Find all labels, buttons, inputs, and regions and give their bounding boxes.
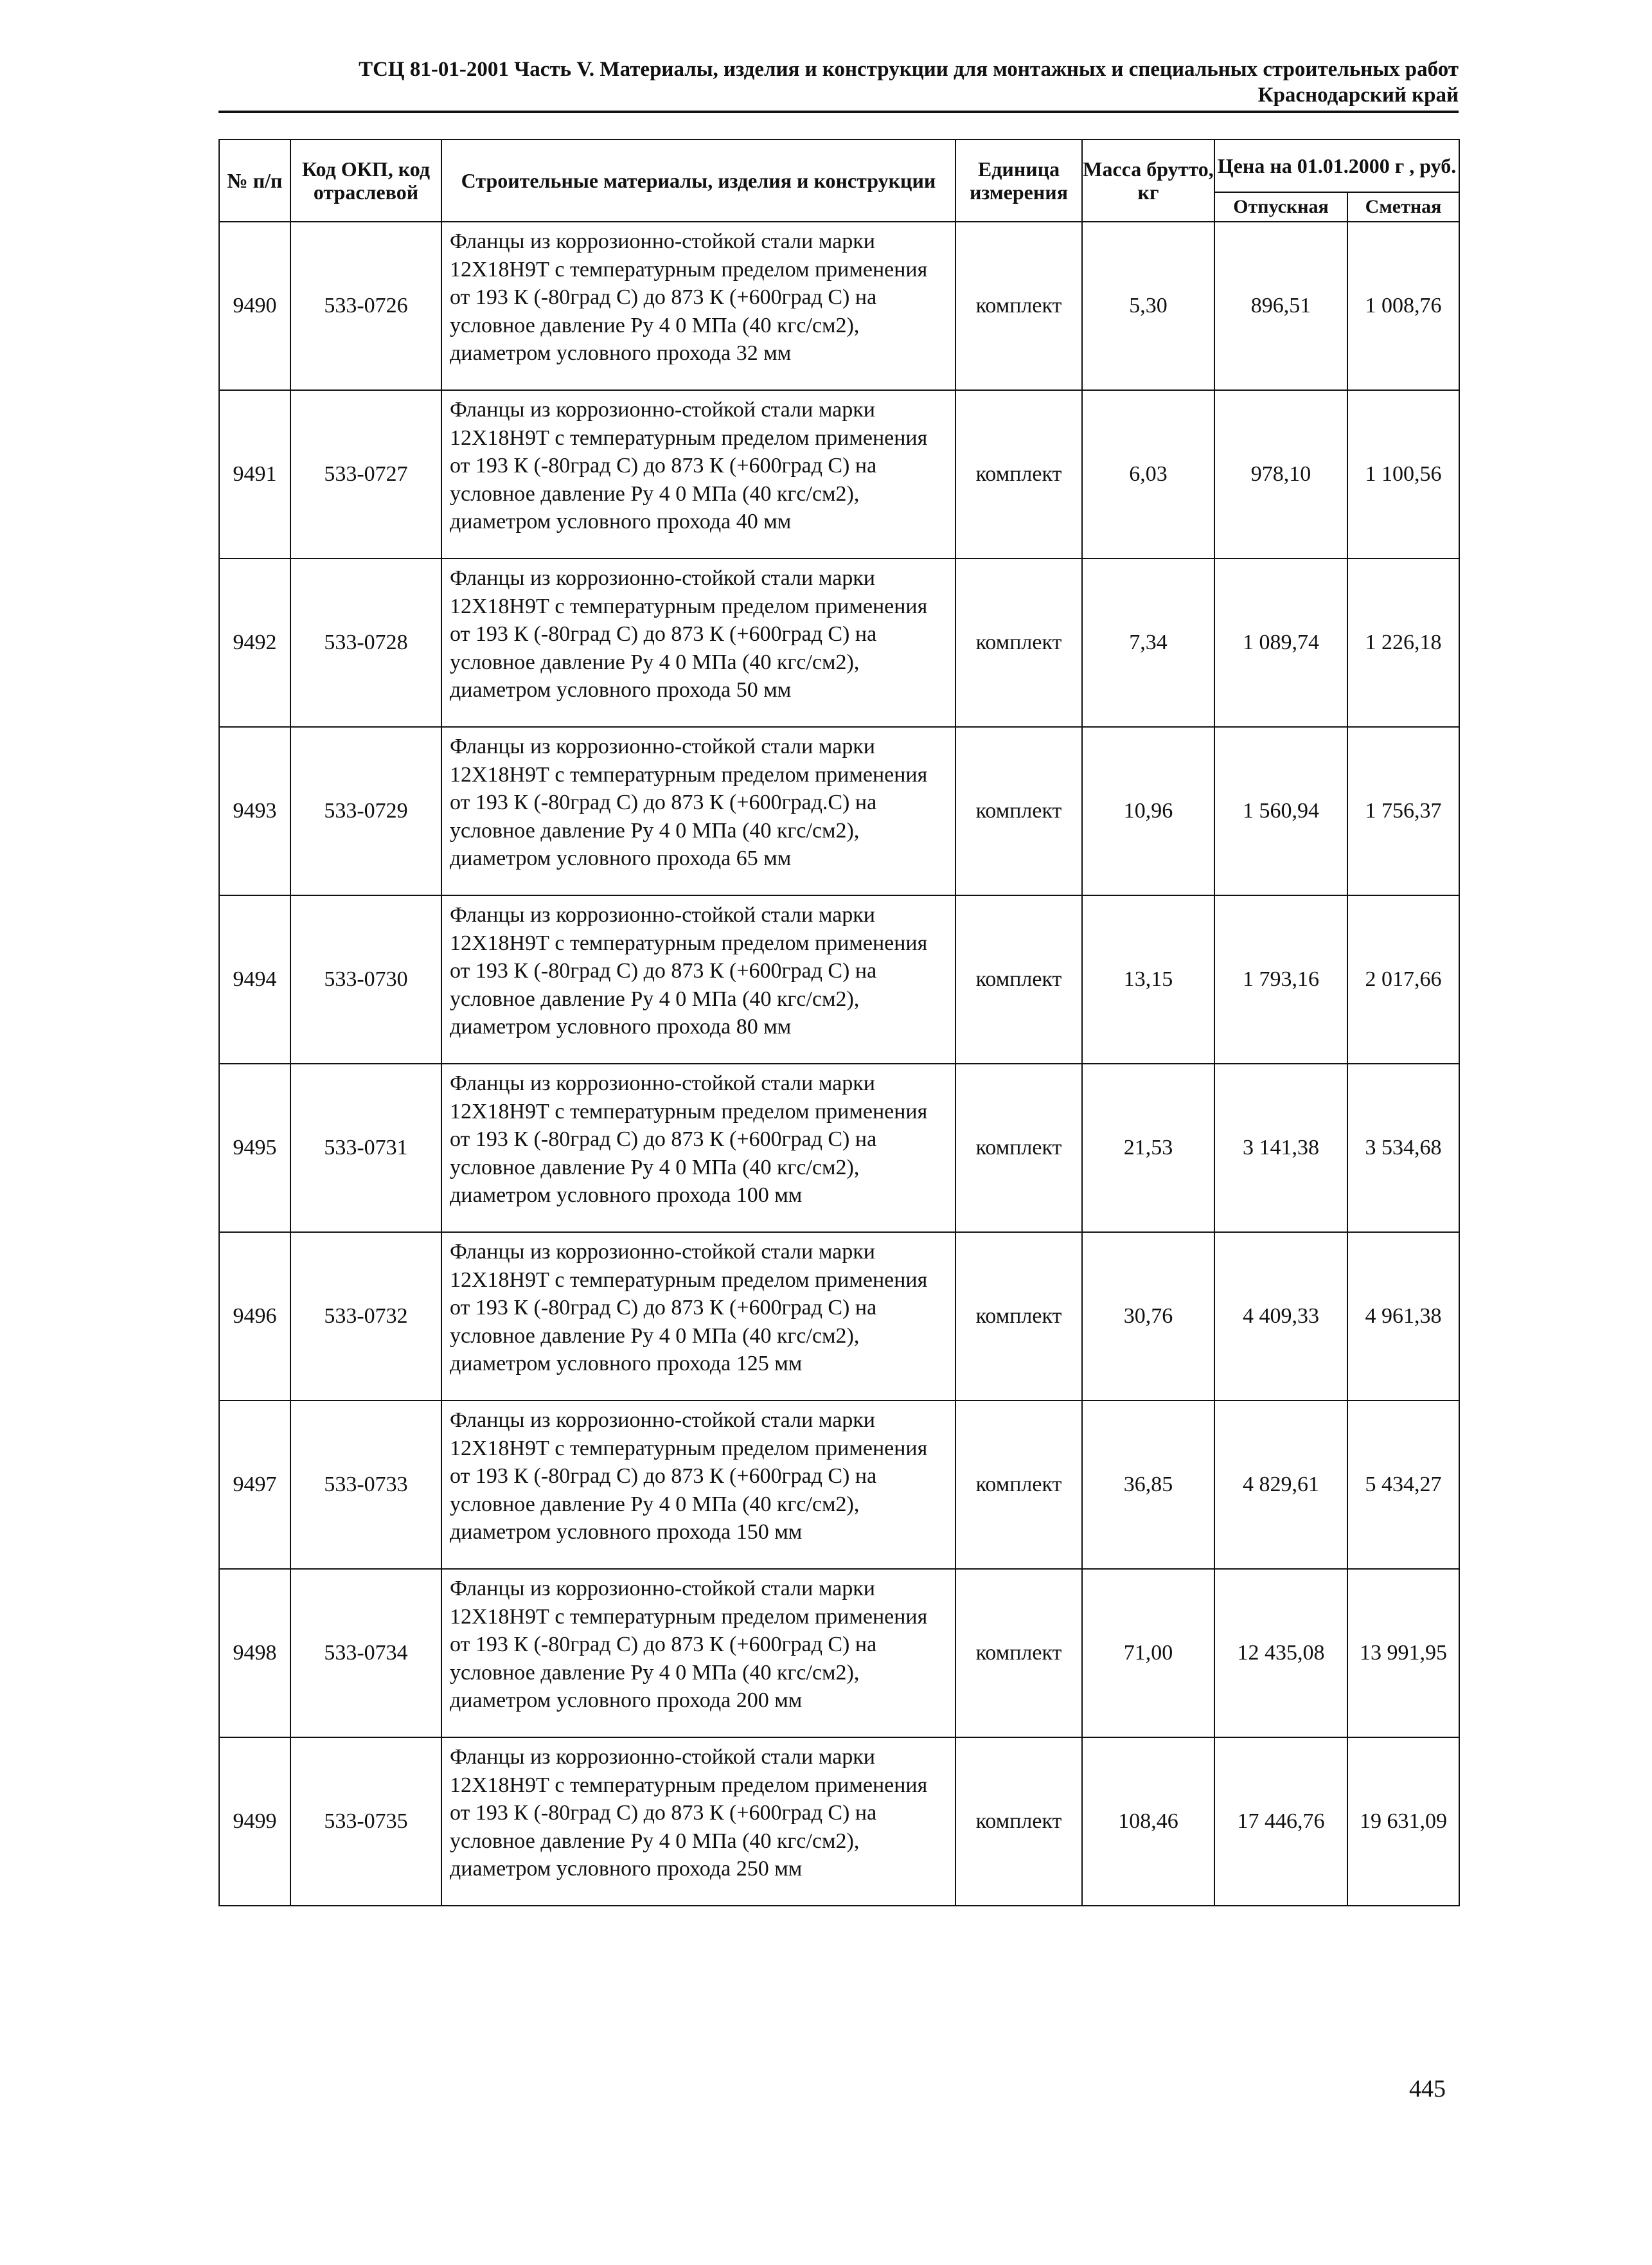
row-mass: 71,00 (1082, 1569, 1214, 1737)
row-release-price: 3 141,38 (1214, 1064, 1347, 1232)
row-mass: 36,85 (1082, 1401, 1214, 1569)
table-row (219, 559, 1459, 727)
row-description: Фланцы из коррозионно-стойкой стали марки 12Х18Н9Т с температурным пределом применения от 193 К (-80град С) до 873 К (+600град С) на условное давление Ру 4 0 МПа (40 кгс/см2), диаметром условного прохода 125 мм (441, 1232, 955, 1401)
row-unit: комплект (955, 895, 1082, 1064)
row-code: 533-0727 (290, 390, 441, 559)
col-header-mass: Масса брутто, кг (1082, 139, 1214, 222)
row-estimate-price: 1 008,76 (1347, 222, 1459, 390)
table-row (219, 1064, 1459, 1232)
row-code: 533-0726 (290, 222, 441, 390)
price-table (218, 139, 1460, 1906)
table-row (219, 222, 1459, 390)
col-header-estimate-price: Сметная (1347, 192, 1459, 222)
row-description: Фланцы из коррозионно-стойкой стали марки 12Х18Н9Т с температурным пределом применения от 193 К (-80град С) до 873 К (+600град С) на условное давление Ру 4 0 МПа (40 кгс/см2), диаметром условного прохода 32 мм (441, 222, 955, 390)
row-number: 9490 (219, 222, 290, 390)
row-description: Фланцы из коррозионно-стойкой стали марки 12Х18Н9Т с температурным пределом применения от 193 К (-80град С) до 873 К (+600град С) на условное давление Ру 4 0 МПа (40 кгс/см2), диаметром условного прохода 100 мм (441, 1064, 955, 1232)
table-row (219, 1232, 1459, 1401)
row-unit: комплект (955, 1569, 1082, 1737)
row-description: Фланцы из коррозионно-стойкой стали марки 12Х18Н9Т с температурным пределом применения от 193 К (-80град С) до 873 К (+600град С) на условное давление Ру 4 0 МПа (40 кгс/см2), диаметром условного прохода 150 мм (441, 1401, 955, 1569)
row-release-price: 4 409,33 (1214, 1232, 1347, 1401)
table-row (219, 895, 1459, 1064)
row-unit: комплект (955, 1064, 1082, 1232)
row-estimate-price: 4 961,38 (1347, 1232, 1459, 1401)
row-code: 533-0730 (290, 895, 441, 1064)
row-unit: комплект (955, 1737, 1082, 1906)
row-mass: 6,03 (1082, 390, 1214, 559)
row-number: 9491 (219, 390, 290, 559)
row-code: 533-0732 (290, 1232, 441, 1401)
row-release-price: 1 560,94 (1214, 727, 1347, 895)
row-code: 533-0734 (290, 1569, 441, 1737)
row-description: Фланцы из коррозионно-стойкой стали марки 12Х18Н9Т с температурным пределом применения от 193 К (-80град С) до 873 К (+600град С) на условное давление Ру 4 0 МПа (40 кгс/см2), диаметром условного прохода 200 мм (441, 1569, 955, 1737)
table-row (219, 1401, 1459, 1569)
header-rule (218, 111, 1459, 113)
row-unit: комплект (955, 559, 1082, 727)
row-code: 533-0728 (290, 559, 441, 727)
row-unit: комплект (955, 727, 1082, 895)
document-header-region: Краснодарский край (1257, 84, 1459, 107)
row-mass: 13,15 (1082, 895, 1214, 1064)
row-mass: 30,76 (1082, 1232, 1214, 1401)
row-release-price: 12 435,08 (1214, 1569, 1347, 1737)
row-number: 9493 (219, 727, 290, 895)
col-header-release-price: Отпускная (1214, 192, 1347, 222)
row-number: 9494 (219, 895, 290, 1064)
row-description: Фланцы из коррозионно-стойкой стали марки 12Х18Н9Т с температурным пределом применения от 193 К (-80град С) до 873 К (+600град С) на условное давление Ру 4 0 МПа (40 кгс/см2), диаметром условного прохода 40 мм (441, 390, 955, 559)
col-header-code: Код ОКП, код отраслевой (290, 139, 441, 222)
row-number: 9492 (219, 559, 290, 727)
row-mass: 108,46 (1082, 1737, 1214, 1906)
row-unit: комплект (955, 222, 1082, 390)
row-release-price: 978,10 (1214, 390, 1347, 559)
row-release-price: 4 829,61 (1214, 1401, 1347, 1569)
row-code: 533-0731 (290, 1064, 441, 1232)
row-estimate-price: 1 226,18 (1347, 559, 1459, 727)
row-mass: 5,30 (1082, 222, 1214, 390)
document-header-title: ТСЦ 81-01-2001 Часть V. Материалы, изделия и конструкции для монтажных и специальных строительных работ (359, 58, 1459, 81)
row-release-price: 17 446,76 (1214, 1737, 1347, 1906)
table-row (219, 1569, 1459, 1737)
table-row (219, 390, 1459, 559)
row-estimate-price: 19 631,09 (1347, 1737, 1459, 1906)
row-description: Фланцы из коррозионно-стойкой стали марки 12Х18Н9Т с температурным пределом применения от 193 К (-80град С) до 873 К (+600град С) на условное давление Ру 4 0 МПа (40 кгс/см2), диаметром условного прохода 250 мм (441, 1737, 955, 1906)
row-release-price: 896,51 (1214, 222, 1347, 390)
row-number: 9495 (219, 1064, 290, 1232)
row-estimate-price: 2 017,66 (1347, 895, 1459, 1064)
row-unit: комплект (955, 1232, 1082, 1401)
row-estimate-price: 5 434,27 (1347, 1401, 1459, 1569)
row-release-price: 1 793,16 (1214, 895, 1347, 1064)
row-number: 9497 (219, 1401, 290, 1569)
row-description: Фланцы из коррозионно-стойкой стали марки 12Х18Н9Т с температурным пределом применения от 193 К (-80град С) до 873 К (+600град.С) на условное давление Ру 4 0 МПа (40 кгс/см2), диаметром условного прохода 65 мм (441, 727, 955, 895)
row-description: Фланцы из коррозионно-стойкой стали марки 12Х18Н9Т с температурным пределом применения от 193 К (-80град С) до 873 К (+600град С) на условное давление Ру 4 0 МПа (40 кгс/см2), диаметром условного прохода 50 мм (441, 559, 955, 727)
table-row (219, 727, 1459, 895)
row-unit: комплект (955, 1401, 1082, 1569)
row-description: Фланцы из коррозионно-стойкой стали марки 12Х18Н9Т с температурным пределом применения от 193 К (-80град С) до 873 К (+600град С) на условное давление Ру 4 0 МПа (40 кгс/см2), диаметром условного прохода 80 мм (441, 895, 955, 1064)
row-number: 9498 (219, 1569, 290, 1737)
row-unit: комплект (955, 390, 1082, 559)
row-estimate-price: 3 534,68 (1347, 1064, 1459, 1232)
row-estimate-price: 13 991,95 (1347, 1569, 1459, 1737)
row-code: 533-0729 (290, 727, 441, 895)
row-estimate-price: 1 756,37 (1347, 727, 1459, 895)
row-release-price: 1 089,74 (1214, 559, 1347, 727)
col-header-price: Цена на 01.01.2000 г , руб. (1214, 139, 1459, 192)
col-header-unit: Единица измерения (955, 139, 1082, 222)
col-header-num: № п/п (219, 139, 290, 222)
row-mass: 10,96 (1082, 727, 1214, 895)
row-mass: 21,53 (1082, 1064, 1214, 1232)
table-header-row (219, 139, 1459, 192)
row-number: 9499 (219, 1737, 290, 1906)
table-row (219, 1737, 1459, 1906)
row-code: 533-0733 (290, 1401, 441, 1569)
page-number: 445 (1409, 2075, 1446, 2102)
row-estimate-price: 1 100,56 (1347, 390, 1459, 559)
col-header-name: Строительные материалы, изделия и конструкции (441, 139, 955, 222)
row-code: 533-0735 (290, 1737, 441, 1906)
row-number: 9496 (219, 1232, 290, 1401)
row-mass: 7,34 (1082, 559, 1214, 727)
